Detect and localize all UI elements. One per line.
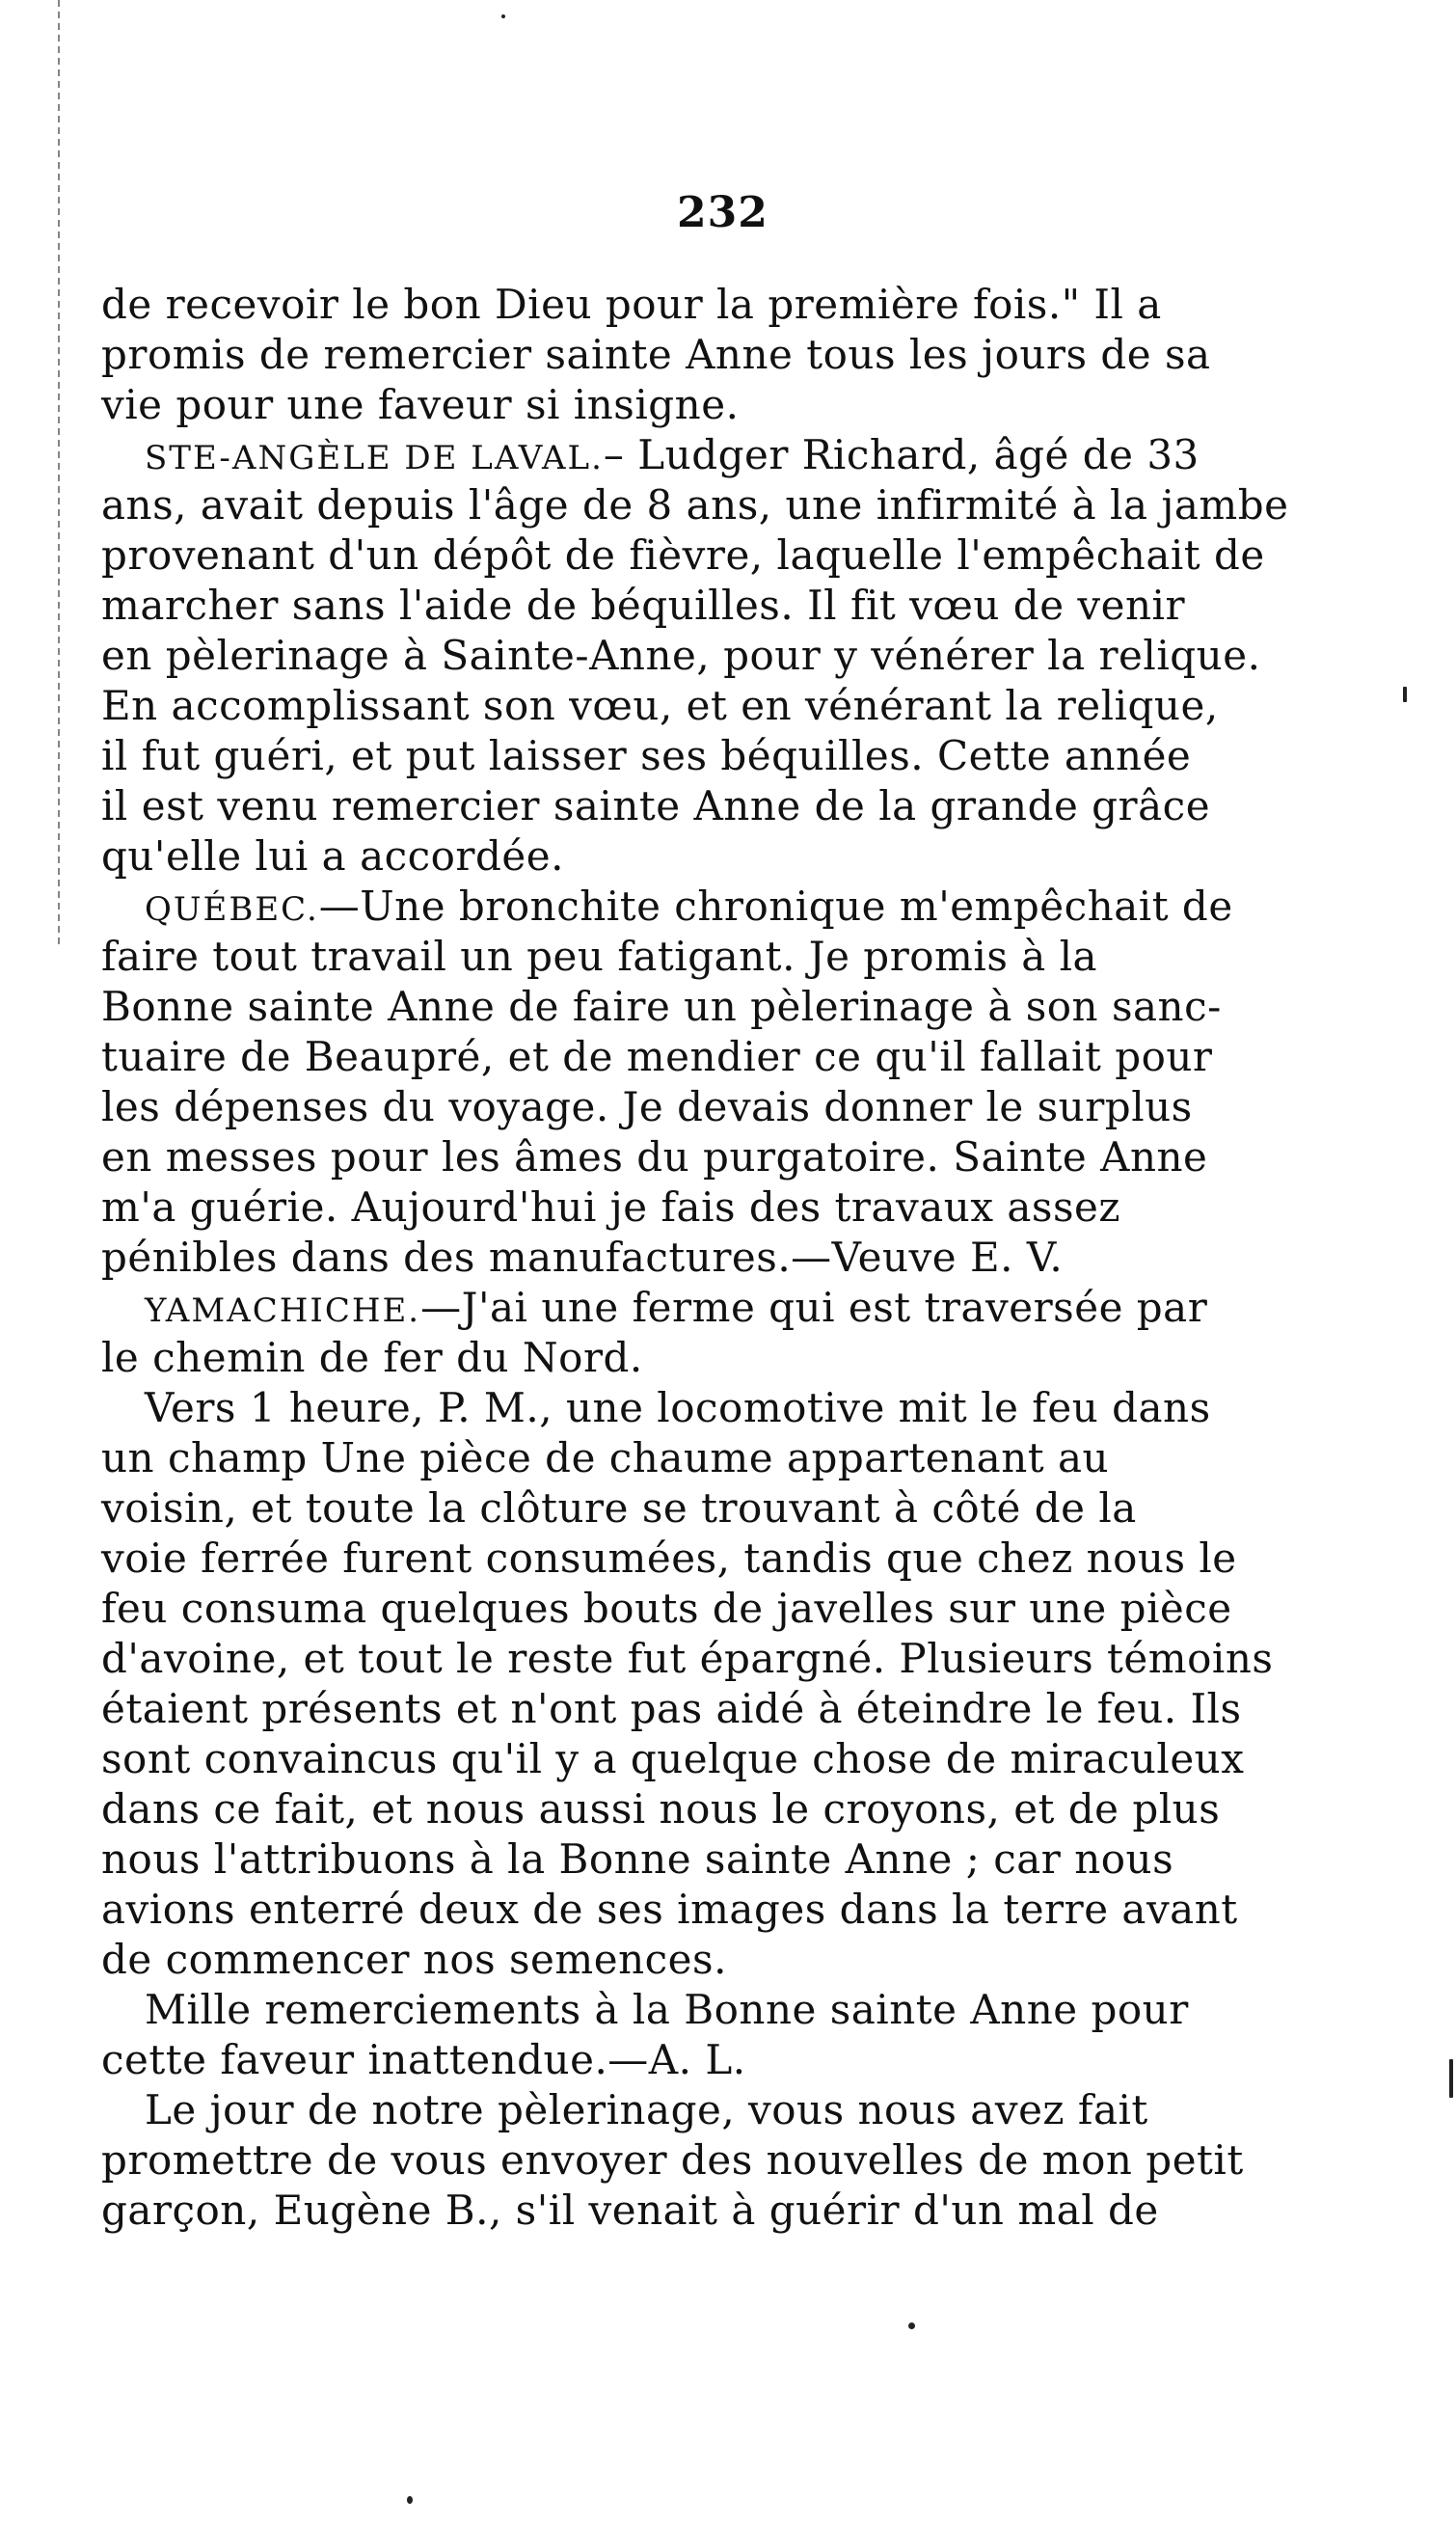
text-line: En accomplissant son vœu, et en vénérant la relique,	[101, 682, 1219, 729]
text-line: de recevoir le bon Dieu pour la première fois." Il a	[101, 281, 1162, 328]
text-line: les dépenses du voyage. Je devais donner le surplus	[101, 1083, 1193, 1130]
text-line: promis de remercier sainte Anne tous les jours de sa	[101, 331, 1211, 378]
text-line: un champ Une pièce de chaume appartenant au	[101, 1434, 1110, 1481]
paragraph-locomotive	[101, 1383, 1307, 1985]
text-line: il est venu remercier sainte Anne de la grande grâce	[101, 782, 1211, 829]
text-line: il fut guéri, et put laisser ses béquilles. Cette année	[101, 732, 1192, 779]
text-line-rest: – Ludger Richard, âgé de 33	[603, 431, 1200, 478]
scan-speck	[908, 2322, 915, 2329]
text-line: sont convaincus qu'il y a quelque chose de miraculeux	[101, 1735, 1245, 1782]
text-line: avions enterré deux de ses images dans la terre avant	[101, 1886, 1238, 1933]
text-line	[101, 430, 1307, 480]
text-line: d'avoine, et tout le reste fut épargné. Plusieurs témoins	[101, 1635, 1274, 1682]
place-heading: YAMACHICHE.	[145, 1291, 421, 1330]
paragraph-remerciements	[101, 1985, 1307, 2085]
paragraph-yamachiche	[101, 1283, 1307, 1383]
scan-speck	[501, 14, 505, 18]
text-line: tuaire de Beaupré, et de mendier ce qu'il fallait pour	[101, 1033, 1213, 1080]
text-line: pénibles dans des manufactures.—Veuve E. V.	[101, 1234, 1064, 1281]
text-line	[101, 1283, 1307, 1333]
paragraph-continuation	[101, 280, 1307, 430]
text-line: voie ferrée furent consumées, tandis que chez nous le	[101, 1535, 1237, 1582]
text-line: Bonne sainte Anne de faire un pèlerinage à son sanc-	[101, 983, 1222, 1030]
scan-speck	[407, 2496, 413, 2504]
page-number: 232	[677, 188, 768, 237]
text-line: m'a guérie. Aujourd'hui je fais des travaux assez	[101, 1183, 1121, 1231]
paragraph-ste-angele	[101, 430, 1307, 882]
text-line: feu consuma quelques bouts de javelles sur une pièce	[101, 1585, 1232, 1632]
paragraph-quebec	[101, 882, 1307, 1283]
text-line: voisin, et toute la clôture se trouvant à côté de la	[101, 1484, 1137, 1532]
scan-speck	[1449, 2059, 1453, 2098]
text-line: marcher sans l'aide de béquilles. Il fit vœu de venir	[101, 582, 1186, 629]
place-heading: QUÉBEC.	[145, 890, 319, 929]
text-line: vie pour une faveur si insigne.	[101, 381, 740, 428]
text-line: Mille remerciements à la Bonne sainte Anne pour	[145, 1986, 1189, 2033]
text-line: de commencer nos semences.	[101, 1936, 727, 1983]
text-line: ans, avait depuis l'âge de 8 ans, une infirmité à la jambe	[101, 481, 1289, 529]
text-line	[101, 882, 1307, 932]
text-line: Vers 1 heure, P. M., une locomotive mit le feu dans	[145, 1384, 1211, 1431]
text-line: étaient présents et n'ont pas aidé à éteindre le feu. Ils	[101, 1685, 1242, 1732]
text-line: promettre de vous envoyer des nouvelles de mon petit	[101, 2136, 1244, 2184]
text-line: le chemin de fer du Nord.	[101, 1334, 643, 1381]
text-line: faire tout travail un peu fatigant. Je promis à la	[101, 933, 1098, 980]
margin-rule	[58, 0, 60, 945]
text-line: provenant d'un dépôt de fièvre, laquelle l'empêchait de	[101, 531, 1265, 579]
text-line-rest: —Une bronchite chronique m'empêchait de	[318, 883, 1233, 930]
text-line: dans ce fait, et nous aussi nous le croyons, et de plus	[101, 1785, 1221, 1833]
text-line: cette faveur inattendue.—A. L.	[101, 2036, 746, 2083]
body-text	[101, 280, 1307, 2236]
place-heading: STE-ANGÈLE DE LAVAL.	[145, 439, 604, 477]
text-line: en pèlerinage à Sainte-Anne, pour y vénérer la relique.	[101, 632, 1261, 679]
scan-speck	[1403, 687, 1407, 702]
text-line-rest: —J'ai une ferme qui est traversée par	[420, 1284, 1208, 1331]
text-line: Le jour de notre pèlerinage, vous nous avez fait	[145, 2086, 1148, 2133]
paragraph-pelerinage	[101, 2085, 1307, 2236]
text-line: garçon, Eugène B., s'il venait à guérir d'un mal de	[101, 2186, 1159, 2234]
text-line: qu'elle lui a accordée.	[101, 832, 564, 880]
text-line: nous l'attribuons à la Bonne sainte Anne ; car nous	[101, 1835, 1174, 1883]
text-line: en messes pour les âmes du purgatoire. Sainte Anne	[101, 1133, 1208, 1181]
